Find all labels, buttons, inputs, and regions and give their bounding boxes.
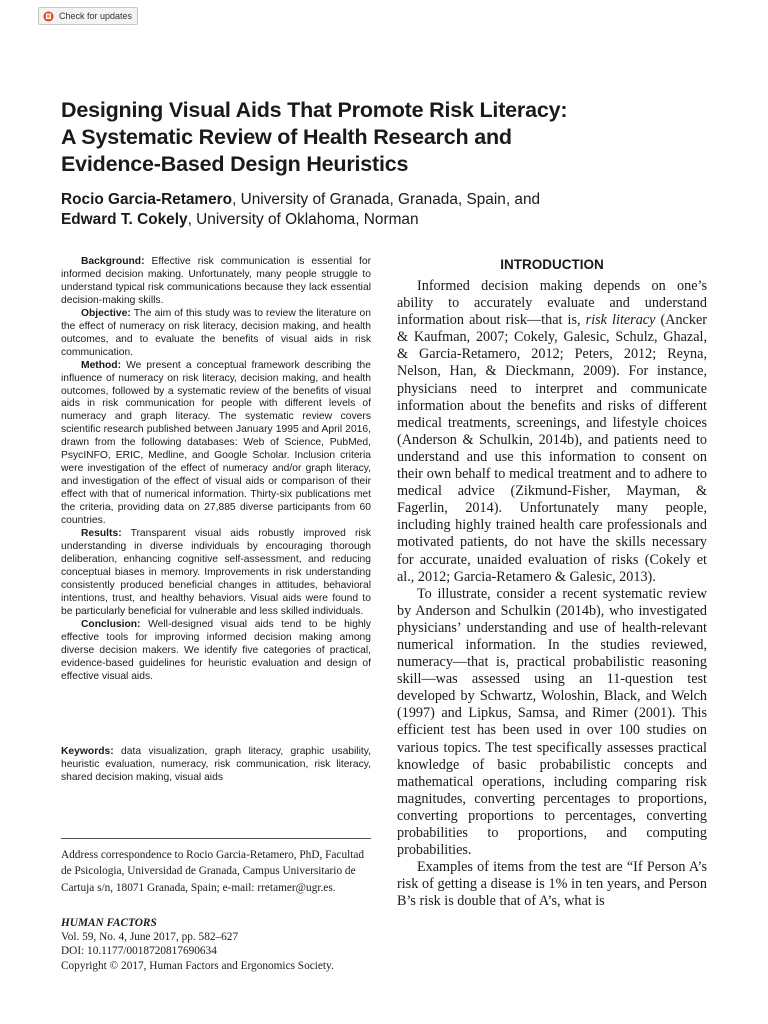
introduction-body bbox=[397, 278, 707, 910]
journal-info bbox=[61, 916, 373, 973]
keywords bbox=[61, 746, 371, 785]
abstract-conclusion bbox=[61, 619, 371, 684]
article-title bbox=[61, 97, 721, 178]
intro-paragraph-1 bbox=[397, 278, 707, 586]
check-for-updates-button[interactable] bbox=[38, 7, 138, 25]
intro-paragraph-2: To illustrate, consider a recent systematic review by Anderson and Schulkin (2014b), who investigated physicians’ understanding and use of health-relevant numerical information. In the studies reviewed, numeracy—that is, practical probabilistic reasoning skill—was assessed using an 11-question test developed by Schwartz, Woloshin, Black, and Welch (1997) and Lipkus, Samsa, and Rimer (2001). This efficient test has been used in over 100 studies on various topics. The test specifically assesses practical knowledge of basic probabilistic concepts and mathematical operations, including comparing risk magnitudes, converting percentages to proportions, converting proportions to percentages, converting probabilities to proportions, and computing probabilities. bbox=[397, 585, 707, 859]
author-2-name: Edward T. Cokely bbox=[61, 211, 188, 228]
keywords-text: data visualization, graph literacy, graphic usability, heuristic evaluation, numeracy, risk communication, risk literacy, shared decision making, visual aids bbox=[61, 746, 371, 783]
keywords-label: Keywords: bbox=[61, 746, 114, 757]
intro-paragraph-3: Examples of items from the test are “If Person A’s risk of getting a disease is 1% in ten years, and Person B’s risk is double that of A’s, what is bbox=[397, 859, 707, 910]
journal-doi: DOI: 10.1177/0018720817690634 bbox=[61, 945, 217, 958]
author-list bbox=[61, 190, 540, 230]
section-heading-introduction: INTRODUCTION bbox=[500, 257, 604, 272]
results-label: Results: bbox=[81, 528, 122, 540]
intro-p1-term: risk literacy bbox=[585, 312, 656, 329]
intro-p1-part-a: Informed decision making depends on one’s ability to accurately evaluate and understand information about risk—that is, bbox=[397, 278, 707, 329]
footnote-divider bbox=[61, 838, 371, 839]
abstract-results bbox=[61, 528, 371, 619]
objective-label: Objective: bbox=[81, 307, 131, 319]
author-2-affiliation: , University of Oklahoma, Norman bbox=[187, 211, 419, 228]
author-1-name: Rocio Garcia-Retamero bbox=[61, 191, 233, 208]
check-for-updates-icon bbox=[43, 11, 54, 22]
author-1-affiliation: , University of Granada, Granada, Spain, and bbox=[232, 191, 541, 208]
objective-text: The aim of this study was to review the literature on the effect of numeracy on risk literacy, decision making, and health outcomes, and to evaluate the benefits of visual aids in risk communication. bbox=[61, 307, 371, 358]
background-text: Effective risk communication is essential for informed decision making. Unfortunately, many people struggle to understand typical risk communications because they lack essential decision-making skills. bbox=[61, 256, 371, 306]
background-label: Background: bbox=[81, 256, 145, 267]
abstract-objective bbox=[61, 308, 371, 360]
intro-p1-part-b: (Ancker & Kaufman, 2007; Cokely, Galesic, Schulz, Ghazal, & Garcia-Retamero, 2012; Peters, 2012; Reyna, Nelson, Han, & Dieckmann, 2009). For instance, physicians need to interpret and communicate information about the benefits and risks of different medical treatments, screenings, and lifestyle choices (Anderson & Schulkin, 2014b), and patients need to understand and use this information to consent on their own behalf to medical treatment and to adhere to medical advice (Zikmund-Fisher, Mayman, & Fagerlin, 2014). Unfortunately many people, including highly trained health care professionals and motivated patients, do not have the skills necessary for accurate, unaided evaluation of risks (Cokely et al., 2012; Garcia-Retamero & Galesic, 2013). bbox=[397, 312, 707, 585]
method-label: Method: bbox=[81, 359, 122, 371]
conclusion-label: Conclusion: bbox=[81, 618, 141, 630]
title-line-1: Designing Visual Aids That Promote Risk Literacy: bbox=[61, 98, 568, 122]
correspondence-note: Address correspondence to Rocio Garcia-Retamero, PhD, Facultad de Psicologia, Universidad de Granada, Campus Universitario de Cartuja s/n, 18071 Granada, Spain; e-mail: rretamer@ugr.es. bbox=[61, 849, 365, 894]
conclusion-text: Well-designed visual aids tend to be highly effective tools for improving informed decision making among diverse decision makers. We identify five categories of practical, evidence-based guidelines for heuristic evaluation and design of effective visual aids. bbox=[61, 618, 371, 682]
abstract-background bbox=[61, 256, 371, 308]
method-text: We present a conceptual framework describing the influence of numeracy on risk literacy, decision making, and health outcomes, followed by a systematic review of the benefits of visual aids in risk communication for people with different levels of numeracy and graph literacy. The systematic review covers scientific research published between January 1995 and April 2016, drawn from the following databases: Web of Science, PubMed, PsycINFO, ERIC, Medline, and Google Scholar. Inclusion criteria were investigation of the effect of numeracy and/or graph literacy, and investigation of the effect of visual aids or comparison of their effect with that of numerical information. Thirty-six publications met the criteria, providing data on 27,885 diverse participants from 60 countries. bbox=[61, 359, 371, 527]
journal-volume: Vol. 59, No. 4, June 2017, pp. 582–627 bbox=[61, 931, 239, 944]
journal-copyright: Copyright © 2017, Human Factors and Ergonomics Society. bbox=[61, 959, 334, 972]
results-text: Transparent visual aids robustly improved risk understanding in diverse individuals by encouraging thorough deliberation, enhancing cognitive self-assessment, and reducing conceptual biases in memory. Improvements in risk understanding consistently produced beneficial changes in attitudes, behavioral intentions, trust, and healthy behaviors. Visual aids were found to be particularly beneficial for vulnerable and less skilled individuals. bbox=[61, 528, 371, 617]
abstract-method bbox=[61, 360, 371, 528]
abstract bbox=[61, 256, 371, 683]
badge-label: Check for updates bbox=[59, 11, 133, 21]
journal-name: HUMAN FACTORS bbox=[61, 917, 157, 929]
title-line-2: A Systematic Review of Health Research and bbox=[61, 125, 512, 149]
title-line-3: Evidence-Based Design Heuristics bbox=[61, 152, 409, 176]
